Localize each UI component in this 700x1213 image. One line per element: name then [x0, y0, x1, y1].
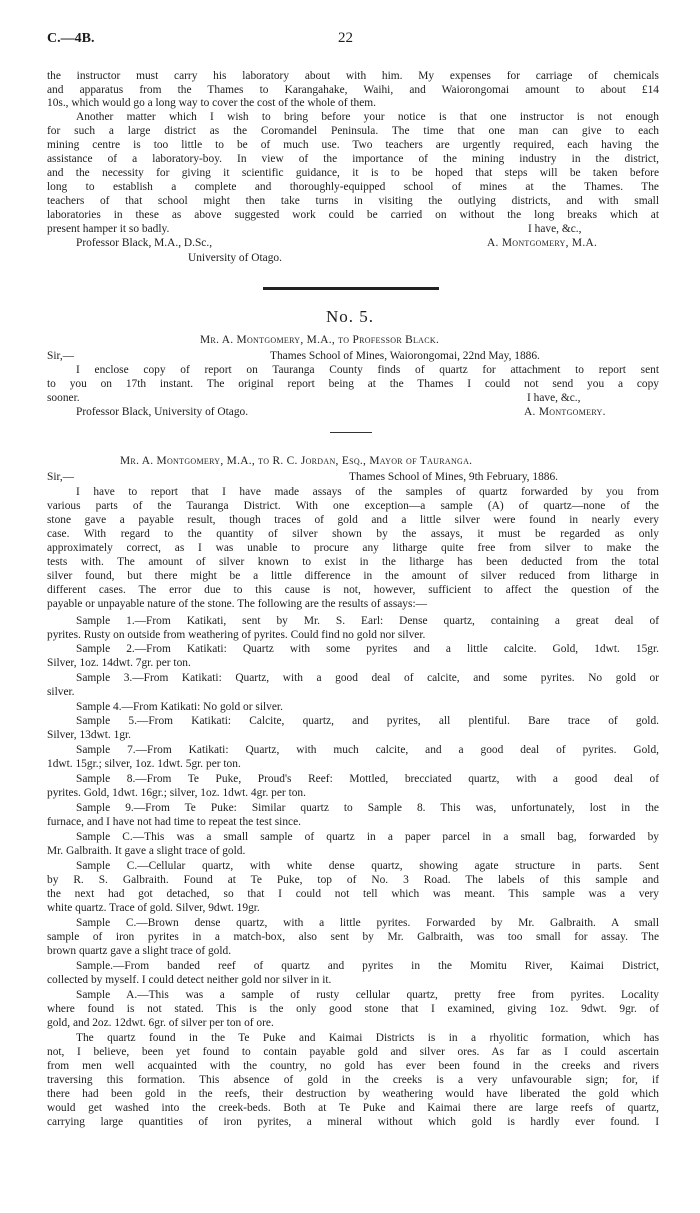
text-line: not, I believe, been yet found to contain payable gold and silver ores. As far as I could ascertain — [47, 1046, 659, 1058]
text-line: and apparatus from the Thames to Karangahake, Waihi, and Waiorongomai amount to about £14 — [47, 83, 659, 96]
section-heading: No. 5. — [325, 307, 375, 326]
text-line: present hamper it so badly. — [47, 223, 170, 235]
text-line: approximately correct, as I was unable to procure any litharge quite free from silver to make the — [47, 542, 659, 554]
page-number: 22 — [338, 30, 353, 46]
text-line: the instructor must carry his laboratory about with him. My expenses for carriage of chemicals — [47, 70, 659, 82]
text-line: laboratories in these as above suggested work could be carried on without the long breaks which at — [47, 209, 659, 221]
text-line: carrying large quantities of iron pyrites, a mineral without which gold is hardly ever found. I — [47, 1116, 659, 1128]
text-line: gold, and 2oz. 12dwt. 6gr. of silver per ton of ore. — [47, 1017, 274, 1029]
text-line: to you on 17th instant. The original report being at the Thames I could not send you a copy — [47, 378, 659, 390]
text-line: Sample C.—This was a small sample of quartz in a paper parcel in a small bag, forwarded by — [76, 831, 659, 843]
text-line: there had been gold in the reefs, their destruction by weathering would have liberated the gold which — [47, 1088, 659, 1100]
text-line: furnace, and I have not had time to repeat the test since. — [47, 816, 301, 828]
text-line: sooner. — [47, 392, 80, 404]
text-line: silver. — [47, 686, 75, 698]
running-head: C.—4B. — [47, 31, 95, 46]
place-date: Thames School of Mines, 9th February, 1886. — [349, 471, 559, 483]
text-line: Silver, 1oz. 14dwt. 7gr. per ton. — [47, 657, 191, 669]
place-date: Thames School of Mines, Waiorongomai, 22nd May, 1886. — [270, 350, 540, 362]
text-line: would get washed into the creek-beds. Both at Te Puke and Kaimai there are large reefs of quartz, — [47, 1102, 659, 1114]
text-line: Sample 1.—From Katikati, sent by Mr. S. Earl: Dense quartz, containing a great deal of — [76, 615, 659, 627]
text-line: stone gave a payable result, though traces of gold and a little silver were found in nearly every — [47, 514, 659, 526]
text-line: for such a large district as the Coromandel Peninsula. The time that one man can give to each — [47, 125, 659, 137]
text-line: Sample 8.—From Te Puke, Proud's Reef: Mottled, brecciated quartz, with a good deal of — [76, 773, 659, 785]
text-line: where found is not stated. This is the only good stone that I examined, giving 1oz. 9dwt. 9gr. of — [47, 1003, 659, 1015]
text-line: case. With regard to the quantity of silver shown by the assays, it must be regarded as only — [47, 528, 659, 540]
text-line: I enclose copy of report on Tauranga County finds of quartz for attachment to report sent — [76, 364, 659, 376]
text-line: The quartz found in the Te Puke and Kaimai Districts is in a rhyolitic formation, which has — [76, 1032, 659, 1044]
text-line: I have to report that I have made assays of the samples of quartz forwarded by you from — [76, 486, 659, 498]
text-line: assistance of a laboratory-boy. In view of the importance of the mining industry in the district, — [47, 153, 659, 165]
text-line: Sample C.—Cellular quartz, with white dense quartz, showing agate structure in parts. Sent — [76, 860, 659, 872]
text-line: long to establish a complete and thoroughly-equipped school of mines at the Thames. The — [47, 181, 659, 193]
text-line: mining centre is too little to be of much use. Two teachers are urgently required, each having the — [47, 139, 659, 151]
text-line: Sample 7.—From Katikati: Quartz, with much calcite, and a good deal of pyrites. Gold, — [76, 744, 659, 756]
closing: I have, &c., — [528, 223, 582, 235]
salutation: Sir,— — [47, 350, 75, 362]
section-rule — [263, 287, 439, 290]
text-line: various parts of the Tauranga District. With one exception—a sample (A) of quartz—none of the — [47, 500, 659, 512]
text-line: Sample.—From banded reef of quartz and pyrites in the Momitu River, Kaimai District, — [76, 960, 659, 972]
text-line: collected by myself. I could detect neither gold nor silver in it. — [47, 974, 332, 986]
text-line: Sample 4.—From Katikati: No gold or silver. — [76, 701, 283, 713]
text-line: from men well acquainted with the country, no gold has ever been found in the creeks and rivers — [47, 1060, 659, 1072]
text-line: Sample C.—Brown dense quartz, with a little pyrites. Forwarded by Mr. Galbraith. A small — [76, 917, 659, 929]
text-line: sample of iron pyrites in a match-box, also sent by Mr. Galbraith, was too small for assay. The — [47, 931, 659, 943]
recipient: Professor Black, M.A., D.Sc., — [76, 237, 213, 249]
text-line: 1dwt. 15gr.; silver, 1oz. 1dwt. 5gr. per ton. — [47, 758, 241, 770]
signature: A. Montgomery. — [524, 406, 606, 418]
text-line: teachers of that school might then take turns in visiting the outlying districts, and with small — [47, 195, 659, 207]
text-line: payable or unpayable nature of the stone. The following are the results of assays:— — [47, 598, 427, 610]
letter-title: Mr. A. Montgomery, M.A., to R. C. Jordan, Esq., Mayor of Tauranga. — [120, 455, 473, 467]
text-line: Silver, 13dwt. 1gr. — [47, 729, 132, 741]
text-line: the next had got detached, so that I could not tell which was meant. This sample was a very — [47, 888, 659, 900]
text-line: Sample 9.—From Te Puke: Similar quartz to Sample 8. This was, unfortunately, lost in the — [76, 802, 659, 814]
text-line: brown quartz gave a slight trace of gold. — [47, 945, 232, 957]
text-line: white quartz. Trace of gold. Silver, 9dwt. 19gr. — [47, 902, 260, 914]
recipient-line2: University of Otago. — [188, 252, 282, 264]
signature: A. Montgomery, M.A. — [487, 237, 598, 249]
closing: I have, &c., — [527, 392, 581, 404]
text-line: Sample 5.—From Katikati: Calcite, quartz, and pyrites, all plentiful. Bare trace of gold. — [76, 715, 659, 727]
text-line: silver found, but there might be a little difference in the amount of silver reduced from litharge in — [47, 570, 659, 582]
salutation: Sir,— — [47, 471, 75, 483]
text-line: Sample 3.—From Katikati: Quartz, with a good deal of calcite, and some pyrites. No gold or — [76, 672, 659, 684]
text-line: Another matter which I wish to bring before your notice is that one instructor is not enough — [76, 111, 659, 123]
text-line: Sample 2.—From Katikati: Quartz with some pyrites and a little calcite. Gold, 1dwt. 15gr. — [76, 643, 659, 655]
text-line: and the necessity for giving it scientific guidance, it is to be hoped that steps will be taken before — [47, 167, 659, 179]
text-line: pyrites. Rusty on outside from weathering of pyrites. Could find no gold nor silver. — [47, 629, 426, 641]
text-line: different cases. The error due to this cause is not, however, sufficient to affect the question of the — [47, 584, 659, 596]
section-rule — [330, 432, 372, 433]
text-line: by R. S. Galbraith. Found at Te Puke, top of No. 3 Road. The labels of this sample and — [47, 874, 659, 886]
text-line: Mr. Galbraith. It gave a slight trace of gold. — [47, 845, 246, 857]
text-line: 10s., which would go a long way to cover the cost of the whole of them. — [47, 97, 376, 109]
text-line: traversing this formation. This absence of gold in the creeks is a very unfavourable sign; for, if — [47, 1074, 659, 1086]
letter-title: Mr. A. Montgomery, M.A., to Professor Black. — [200, 334, 440, 346]
text-line: tests with. The amount of silver known to exist in the litharge has been deducted from the total — [47, 556, 659, 568]
text-line: pyrites. Gold, 1dwt. 16gr.; silver, 1oz. 1dwt. 4gr. per ton. — [47, 787, 306, 799]
text-line: Sample A.—This was a sample of rusty cellular quartz, pretty free from pyrites. Locality — [76, 989, 659, 1001]
recipient: Professor Black, University of Otago. — [76, 406, 249, 418]
